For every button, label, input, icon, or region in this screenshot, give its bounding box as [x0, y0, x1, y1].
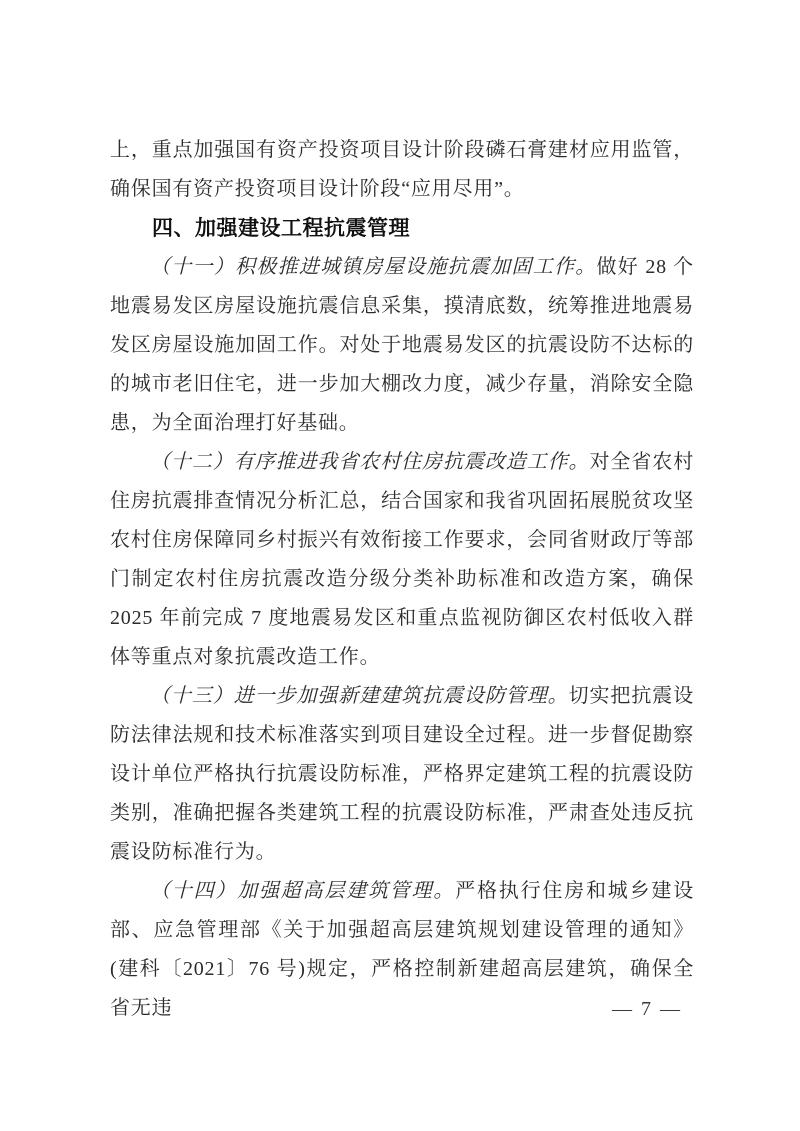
document-text-block: [110, 131, 694, 1028]
paragraph-body: 做好 28 个地震易发区房屋设施抗震信息采集，摸清底数，统筹推进地震易发区房屋设施加固工作。对处于地震易发区的抗震设防不达标的的城市老旧住宅，进一步加大棚改力度，减少存量，消除安全隐患，为全面治理打好基础。: [110, 256, 694, 434]
paragraph-item-13: [110, 677, 694, 872]
paragraph-item-12: [110, 443, 694, 677]
intro-paragraph: 上，重点加强国有资产投资项目设计阶段磷石膏建材应用监管，确保国有资产投资项目设计阶段“应用尽用”。: [110, 139, 694, 200]
page-number: — 7 —: [612, 998, 682, 1020]
paragraph-lead: （十二）有序推进我省农村住房抗震改造工作。: [150, 451, 590, 473]
paragraph-item-14: [110, 872, 694, 1028]
paragraph-lead: （十一）积极推进城镇房屋设施抗震加固工作。: [150, 256, 597, 278]
paragraph-body: 切实把抗震设防法律法规和技术标准落实到项目建设全过程。进一步督促勘察设计单位严格执行抗震设防标准，严格界定建筑工程的抗震设防类别，准确把握各类建筑工程的抗震设防标准，严肃查处违反抗震设防标准行为。: [110, 685, 695, 863]
section-heading: 四、加强建设工程抗震管理: [152, 217, 410, 240]
paragraph-lead: （十三）进一步加强新建建筑抗震设防管理。: [150, 685, 569, 707]
paragraph-body: 对全省农村住房抗震排查情况分析汇总，结合国家和我省巩固拓展脱贫攻坚农村住房保障同乡村振兴有效衔接工作要求，会同省财政厅等部门制定农村住房抗震改造分级分类补助标准和改造方案，确保 2025 年前完成 7 度地震易发区和重点监视防御区农村低收入群体等重点对象抗震改造工作。: [110, 451, 694, 668]
paragraph-lead: （十四）加强超高层建筑管理。: [150, 880, 456, 902]
paragraph-body: 严格执行住房和城乡建设部、应急管理部《关于加强超高层建筑规划建设管理的通知》(建科〔2021〕76 号)规定，严格控制新建超高层建筑，确保全省无违: [110, 880, 694, 1019]
paragraph-item-11: [110, 248, 694, 443]
